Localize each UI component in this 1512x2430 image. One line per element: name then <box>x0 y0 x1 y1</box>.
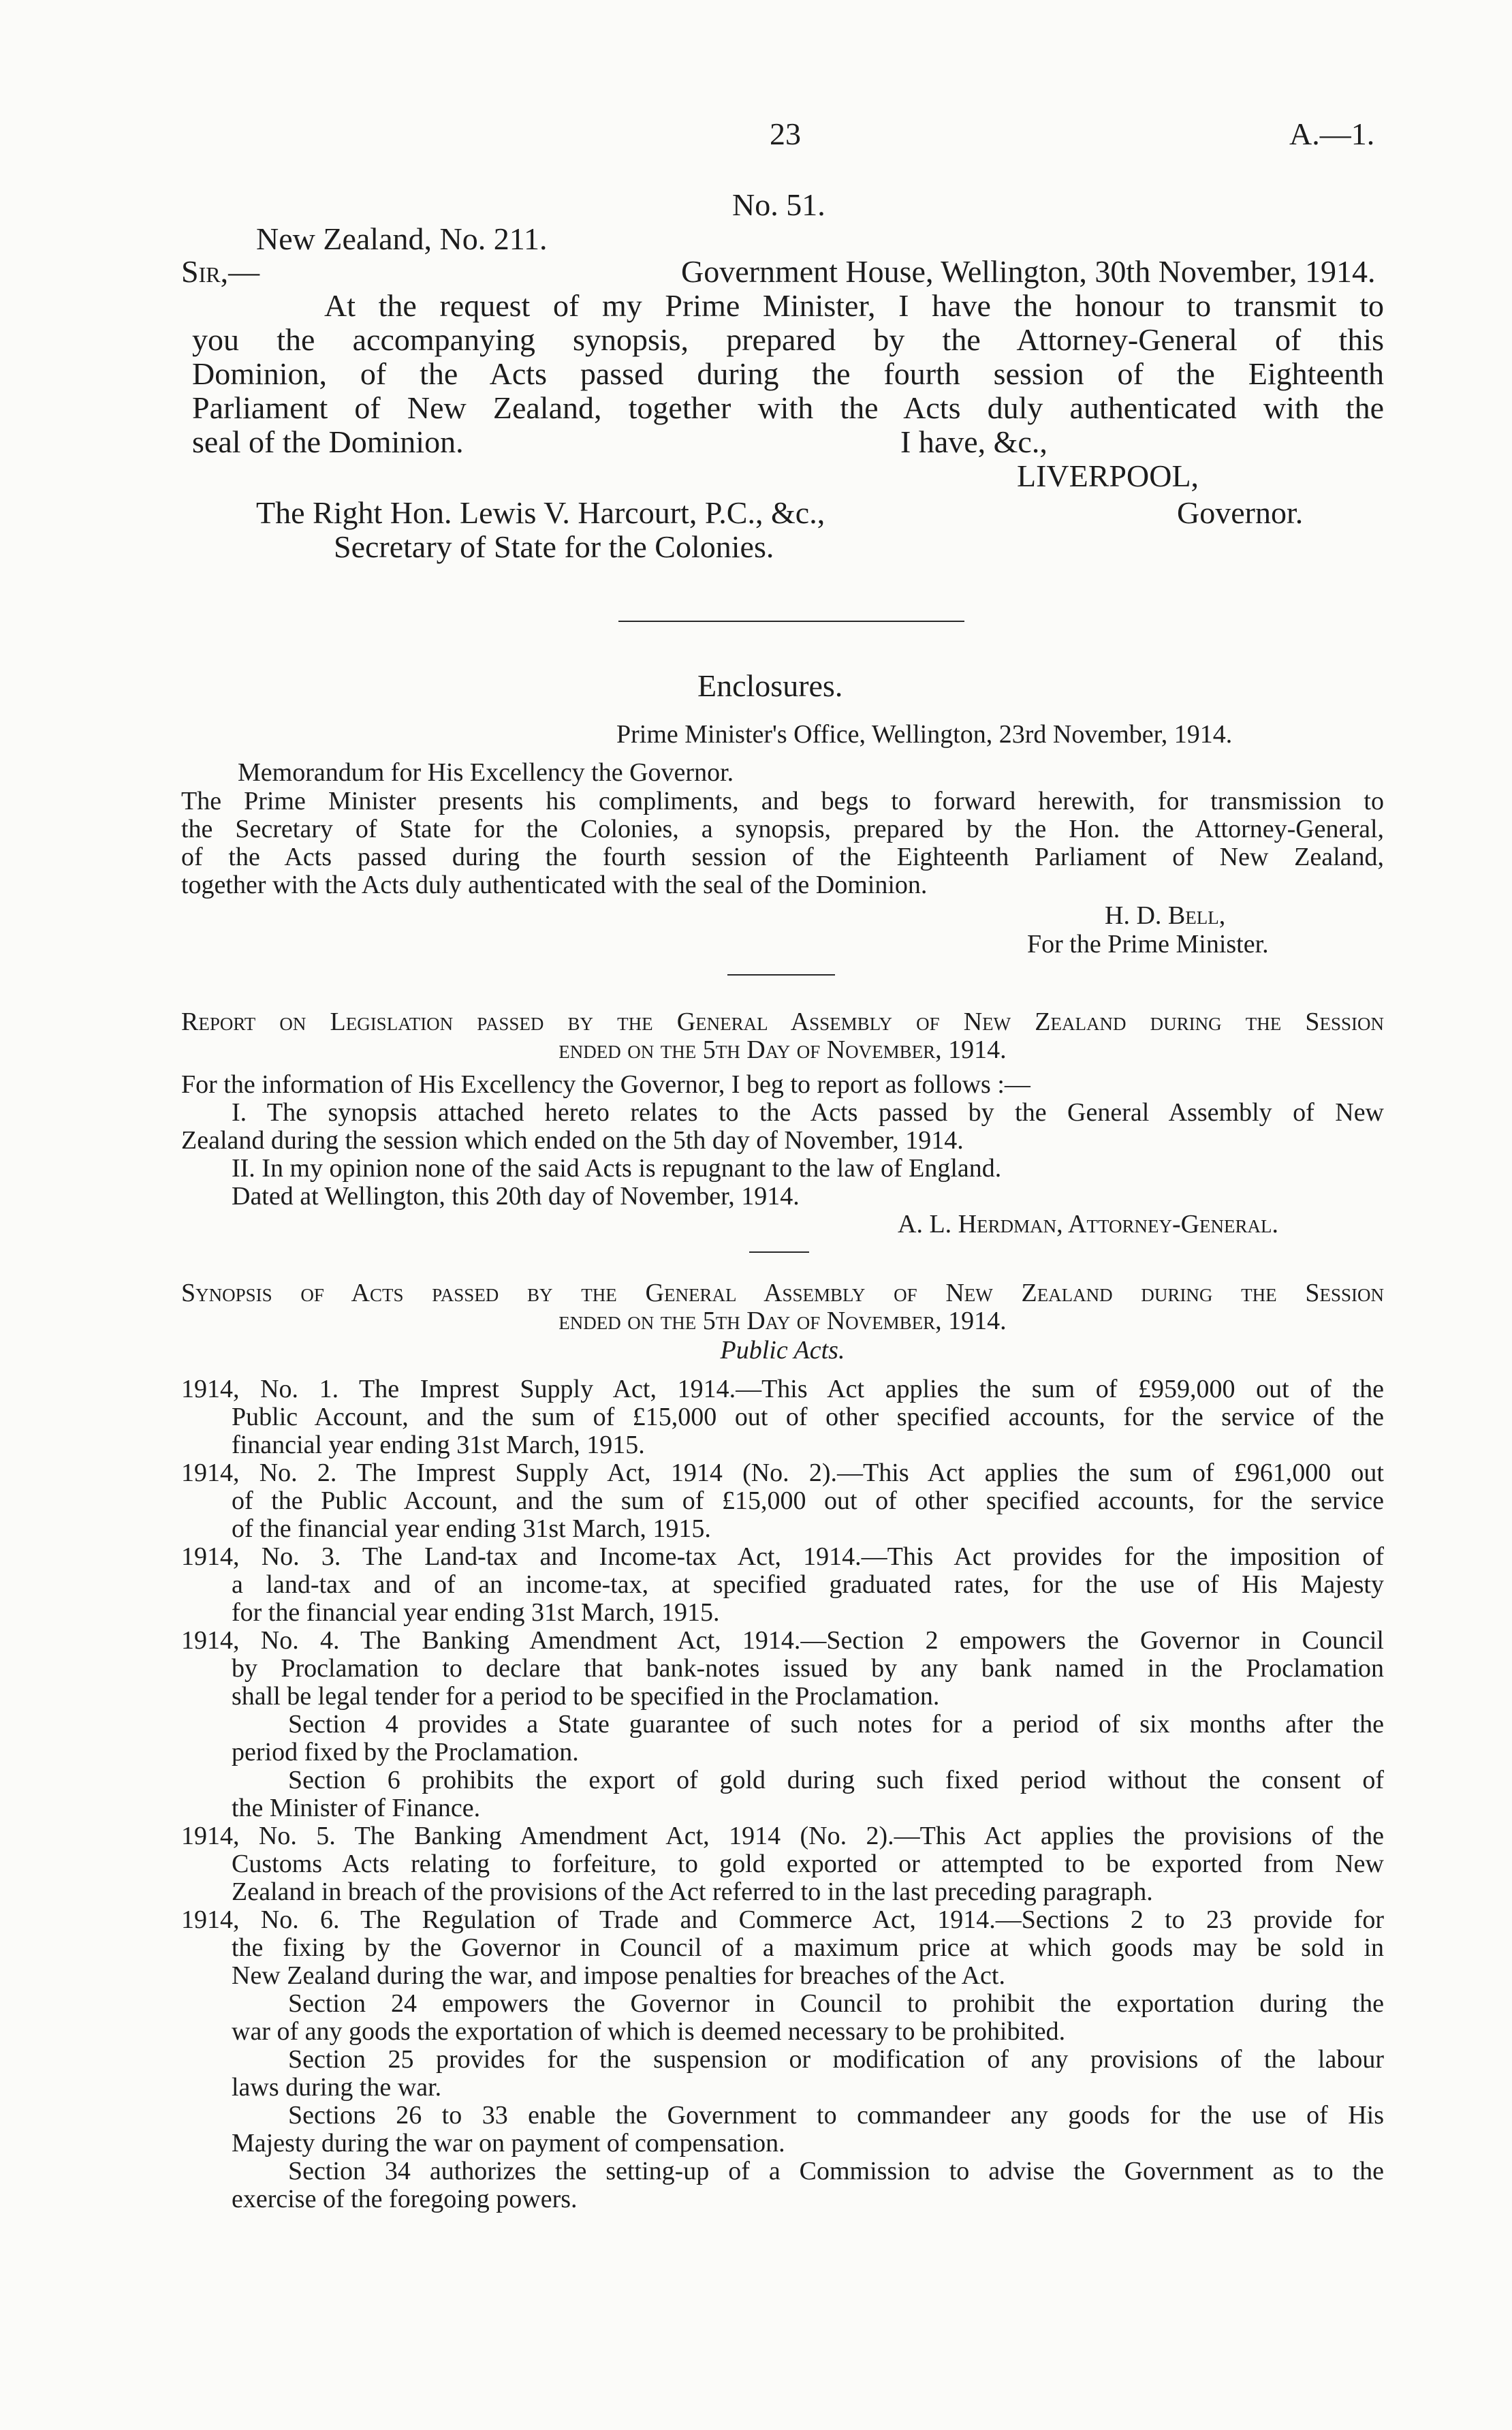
section-paragraph-line: laws during the war. <box>232 2073 442 2102</box>
letter-number: No. 51. <box>732 187 825 222</box>
act-entry-line: a land-tax and of an income-tax, at specified graduated rates, for the use of His Majesty <box>232 1570 1384 1599</box>
letter-body-line: Dominion, of the Acts passed during the fourth session of the Eighteenth <box>192 356 1384 391</box>
synopsis-title-line: Synopsis of Acts passed by the General Assembly of New Zealand during the Session <box>181 1279 1384 1307</box>
addressee-title: Secretary of State for the Colonies. <box>334 529 774 564</box>
synopsis-title-line: ended on the 5th Day of November, 1914. <box>558 1307 1007 1335</box>
act-entry-last-line: financial year ending 31st March, 1915. <box>232 1431 645 1459</box>
section-paragraph-line: period fixed by the Proclamation. <box>232 1738 579 1766</box>
nz-dispatch-number: New Zealand, No. 211. <box>256 221 548 256</box>
act-entry-line: 1914, No. 5. The Banking Amendment Act, 1914 (No. 2).—This Act applies the provisions of the <box>181 1822 1384 1850</box>
act-entry-line: 1914, No. 2. The Imprest Supply Act, 1914 (No. 2).—This Act applies the sum of £961,000 out <box>181 1459 1384 1487</box>
report-dated: Dated at Wellington, this 20th day of November, 1914. <box>232 1182 800 1211</box>
report-item-line: I. The synopsis attached hereto relates to the Acts passed by the General Assembly of New <box>232 1098 1384 1127</box>
memo-signer: H. D. Bell, <box>1105 901 1226 930</box>
report-title-line: Report on Legislation passed by the General Assembly of New Zealand during the Session <box>181 1008 1384 1036</box>
short-divider <box>727 974 835 976</box>
letter-body-line: At the request of my Prime Minister, I have the honour to transmit to <box>324 288 1384 323</box>
act-entry-last-line: shall be legal tender for a period to be specified in the Proclamation. <box>232 1682 940 1711</box>
section-paragraph-line: Section 24 empowers the Governor in Council to prohibit the exportation during the <box>288 1989 1384 2018</box>
section-paragraph-line: exercise of the foregoing powers. <box>232 2185 578 2213</box>
report-item-line: Zealand during the session which ended on the 5th day of November, 1914. <box>181 1126 964 1155</box>
act-entry-line: 1914, No. 3. The Land-tax and Income-tax Act, 1914.—This Act provides for the imposition of <box>181 1542 1384 1571</box>
memo-signer-title: For the Prime Minister. <box>1027 930 1269 959</box>
address-date: Government House, Wellington, 30th November, 1914. <box>681 254 1376 289</box>
act-entry-line: Public Account, and the sum of £15,000 out of other specified accounts, for the service of the <box>232 1403 1384 1431</box>
section-paragraph-line: the Minister of Finance. <box>232 1794 481 1822</box>
letter-body-line: Parliament of New Zealand, together with the Acts duly authenticated with the <box>192 390 1384 425</box>
act-entry-last-line: of the financial year ending 31st March, 1915. <box>232 1514 711 1543</box>
signatory-title: Governor. <box>1177 495 1304 530</box>
office-date: Prime Minister's Office, Wellington, 23rd November, 1914. <box>616 720 1233 749</box>
section-paragraph-line: Section 4 provides a State guarantee of such notes for a period of six months after the <box>288 1710 1384 1739</box>
report-title-line: ended on the 5th Day of November, 1914. <box>558 1035 1007 1064</box>
letter-closing: I have, &c., <box>900 424 1048 459</box>
section-paragraph-line: Section 6 prohibits the export of gold during such fixed period without the consent of <box>288 1766 1384 1794</box>
public-acts-heading: Public Acts. <box>720 1336 845 1365</box>
act-entry-line: of the Public Account, and the sum of £15,000 out of other specified accounts, for the service <box>232 1486 1384 1515</box>
page-number: 23 <box>770 116 801 151</box>
letter-body-line: you the accompanying synopsis, prepared by the Attorney-General of this <box>192 322 1384 357</box>
act-entry-line: 1914, No. 6. The Regulation of Trade and Commerce Act, 1914.—Sections 2 to 23 provide for <box>181 1905 1384 1934</box>
memo-line: The Prime Minister presents his compliments, and begs to forward herewith, for transmission to <box>181 787 1384 815</box>
section-paragraph-line: war of any goods the exportation of which is deemed necessary to be prohibited. <box>232 2017 1066 2046</box>
memo-line: of the Acts passed during the fourth session of the Eighteenth Parliament of New Zealand, <box>181 843 1384 871</box>
section-paragraph-line: Section 25 provides for the suspension or modification of any provisions of the labour <box>288 2045 1384 2074</box>
report-signer: A. L. Herdman, Attorney-General. <box>898 1210 1279 1239</box>
letter-signatory: LIVERPOOL, <box>1017 458 1199 493</box>
report-item: II. In my opinion none of the said Acts is repugnant to the law of England. <box>232 1154 1002 1183</box>
act-entry-last-line: New Zealand during the war, and impose penalties for breaches of the Act. <box>232 1961 1005 1990</box>
document-reference: A.—1. <box>1289 116 1375 151</box>
section-paragraph-line: Section 34 authorizes the setting-up of a Commission to advise the Government as to the <box>288 2157 1384 2185</box>
act-entry-last-line: Zealand in breach of the provisions of the Act referred to in the last preceding paragraph. <box>232 1878 1153 1906</box>
act-entry-last-line: for the financial year ending 31st March, 1915. <box>232 1598 720 1627</box>
act-entry-line: 1914, No. 1. The Imprest Supply Act, 1914.—This Act applies the sum of £959,000 out of the <box>181 1375 1384 1403</box>
act-entry-line: Customs Acts relating to forfeiture, to gold exported or attempted to be exported from New <box>232 1850 1384 1878</box>
report-intro: For the information of His Excellency the Governor, I beg to report as follows :— <box>181 1070 1030 1099</box>
short-divider <box>749 1251 809 1253</box>
act-entry-line: 1914, No. 4. The Banking Amendment Act, 1914.—Section 2 empowers the Governor in Council <box>181 1626 1384 1655</box>
act-entry-line: by Proclamation to declare that bank-notes issued by any bank named in the Proclamation <box>232 1654 1384 1683</box>
act-entry-line: the fixing by the Governor in Council of a maximum price at which goods may be sold in <box>232 1933 1384 1962</box>
section-paragraph-line: Sections 26 to 33 enable the Government to commandeer any goods for the use of His <box>288 2101 1384 2130</box>
memo-title: Memorandum for His Excellency the Governor. <box>238 758 734 787</box>
letter-addressee: The Right Hon. Lewis V. Harcourt, P.C., &c., <box>256 495 825 530</box>
section-divider <box>618 621 964 622</box>
section-paragraph-line: Majesty during the war on payment of compensation. <box>232 2129 785 2158</box>
salutation: Sir,— <box>181 254 260 289</box>
enclosures-heading: Enclosures. <box>697 668 843 703</box>
letter-body-last-line: seal of the Dominion. <box>192 424 464 459</box>
memo-last-line: together with the Acts duly authenticated with the seal of the Dominion. <box>181 871 928 899</box>
memo-line: the Secretary of State for the Colonies, a synopsis, prepared by the Hon. the Attorney-General, <box>181 815 1384 843</box>
